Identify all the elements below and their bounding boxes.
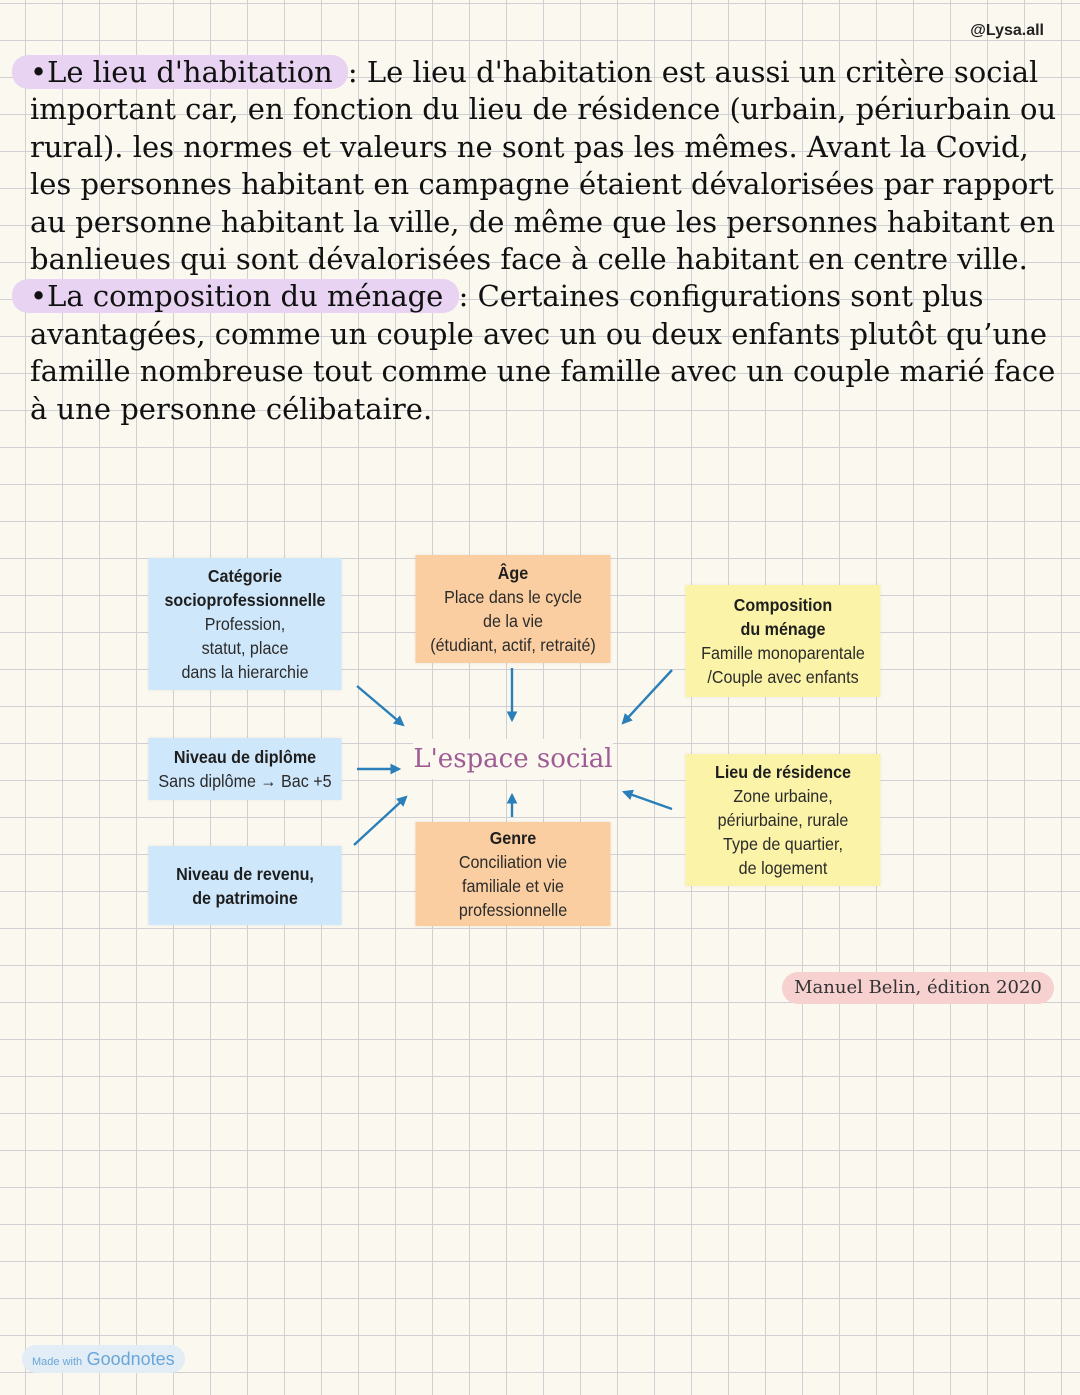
box-line: périurbaine, rurale	[717, 810, 849, 830]
box-line: Type de quartier,	[723, 834, 843, 854]
box-menage	[685, 585, 880, 697]
box-revenu	[148, 846, 341, 925]
box-line: Famille monoparentale	[701, 643, 865, 663]
box-line: Profession,	[204, 614, 286, 634]
highlighted-term: •La composition du ménage	[12, 279, 459, 313]
box-line: Place dans le cycle	[444, 587, 582, 607]
box-csp	[148, 558, 341, 690]
arrow-revenu	[354, 797, 406, 845]
box-title: socioprofessionnelle	[164, 590, 326, 610]
box-line: /Couple avec enfants	[707, 667, 859, 687]
box-age	[415, 555, 610, 663]
box-title: Niveau de revenu,	[176, 863, 314, 884]
box-line: Conciliation vie	[458, 852, 568, 872]
box-line: de la vie	[483, 611, 543, 631]
goodnotes-logo: Goodnotes	[86, 1349, 175, 1369]
box-line: statut, place	[201, 638, 289, 658]
box-line: familiale et vie	[461, 876, 565, 896]
box-genre	[415, 822, 610, 926]
box-title: Genre	[489, 828, 537, 848]
box-title: du ménage	[740, 619, 826, 639]
box-line: (étudiant, actif, retraité)	[430, 635, 596, 655]
arrow-menage	[623, 670, 672, 723]
arrow-residence	[624, 792, 672, 809]
box-residence	[685, 754, 880, 886]
box-title: Catégorie	[207, 566, 283, 586]
paragraph-body: : Certaines configurations sont plus avantagées, comme un couple avec un ou deux enfants plutôt qu’une famille nombreuse tout comme une famille avec un couple marié face à une personne célibataire.	[30, 279, 1056, 426]
box-line: Zone urbaine,	[733, 786, 833, 806]
box-diplome	[148, 738, 341, 800]
box-title: de patrimoine	[192, 887, 298, 908]
box-line: professionnelle	[458, 900, 568, 920]
box-title: Composition	[733, 595, 833, 615]
box-line: de logement	[738, 858, 828, 878]
goodnotes-watermark	[22, 1345, 185, 1373]
box-title: Âge	[497, 563, 529, 583]
box-title: Niveau de diplôme	[173, 747, 317, 767]
box-line: Sans diplôme → Bac +5	[158, 771, 332, 791]
source-citation: Manuel Belin, édition 2020	[782, 972, 1054, 1004]
highlighted-term: •Le lieu d'habitation	[12, 55, 348, 89]
box-line: dans la hierarchie	[181, 662, 309, 682]
arrow-csp	[357, 686, 403, 725]
author-handle: @Lysa.all	[970, 22, 1044, 39]
center-label: L'espace social	[413, 739, 613, 779]
watermark-small: Made with	[32, 1356, 83, 1368]
paragraph-body: : Le lieu d'habitation est aussi un critère social important car, en fonction du lieu de résidence (urbain, périurbain ou rural). les normes et valeurs ne sont pas les mêmes. Avant la Covid, les personnes habitant en campagne étaient dévalorisées par rapport au personne habitant la ville, de même que les personnes habitant en banlieues qui sont dévalorisées face à celle habitant en centre ville.	[30, 55, 1057, 277]
box-title: Lieu de résidence	[714, 762, 852, 782]
